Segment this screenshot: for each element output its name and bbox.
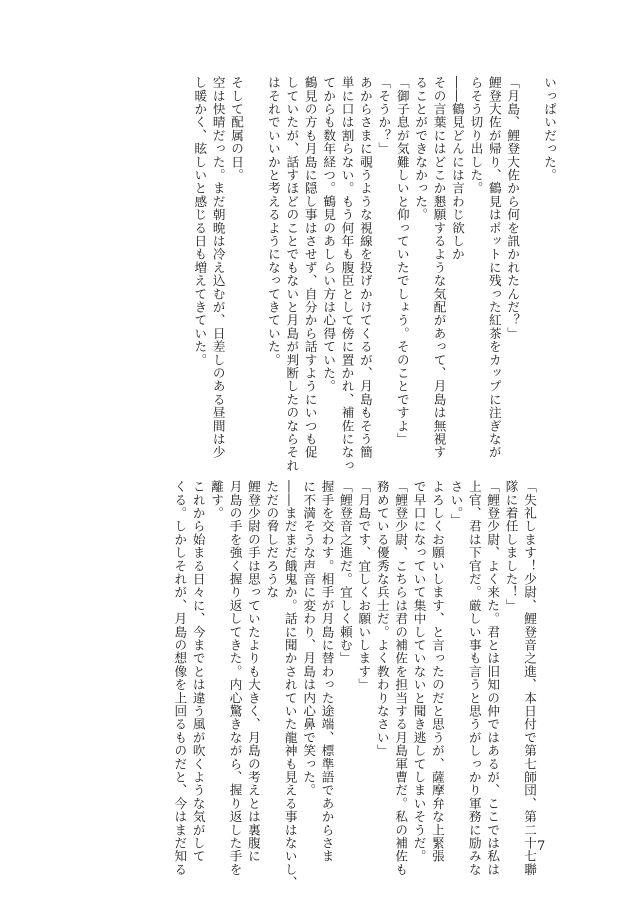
text-line: 「鯉登少尉、こちらは君の補佐を担当する月島軍曹だ。私の補佐も [393,480,409,876]
text-line: いっぱいだった。 [542,76,557,182]
text-line [521,76,539,416]
text-block-bottom [170,480,538,890]
text-line: 離す。 [209,480,225,520]
text-line: ただの脅しだろうな [264,480,280,599]
text-line: あからさまに覗うような視線を投げかけてくるが、月島もそう簡 [357,76,373,459]
text-line: 「そうか？」 [376,76,392,156]
text-line: さい。」 [448,480,464,527]
text-line: していたが、話すほどのことでもないと月島が判断したのならそれ [284,76,300,472]
text-line: 鶴見の方も月島に隠し事はさせず、自分から話すようにいつも促 [302,76,318,459]
text-line: で早口になっていて集中していないと聞き逃してしまいそうだ。 [411,480,427,863]
text-line: てからも数年経つ。鶴見のあしらい方は心得ていた。 [321,76,337,393]
text-line: ることができなかった。 [413,76,429,222]
text-line: 単に口は割らない。もう何年も腹臣として傍に置かれ、補佐になっ [339,76,355,472]
text-line: はそれでいいかと考えるようになってきていた。 [265,76,281,367]
text-line [245,76,263,416]
text-line: 「鯉登音之進だ。宜しく頼む」 [337,480,353,665]
text-line: 「失礼します！少尉、鯉登音之進、本日付で第七師団、第二十七聯 [522,480,537,876]
text-line: 月島の手を強く握り返してきた。内心驚きながら、握り返した手を [227,480,243,876]
text-line: 空は快晴だった。まだ朝晩は冷え込むが、日差しのある昼間は少 [210,76,226,459]
text-block-top [190,76,558,472]
text-line: くる。しかしそれが、月島の想像を上回るものだと、今はまだ知る [172,480,188,876]
text-line: 上官、君は下官だ。厳しい事も言うと思うがしっかり軍務に励みな [466,480,482,876]
text-line: そして配属の日。 [229,76,245,182]
text-line: に不満そうな声音に変わり、月島は内心鼻で笑った。 [301,480,317,797]
text-line: ――まだまだ餓鬼か。話に聞かされていた龍神も見える事はないし、 [282,480,298,890]
text-line: これから始まる日々に、今までとは違う風が吹くような気がして [190,480,206,863]
text-line: 鯉登少尉の手は思っていたよりも大きく、月島の考えとは裏腹に [245,480,261,863]
text-line: 「月島です、宜しくお願いします」 [356,480,372,692]
text-line: らそう切り出した。 [468,76,484,195]
text-line: 「鯉登少尉、よく来た。君とは旧知の仲ではあるが、ここでは私は [485,480,501,876]
text-line: その言葉にはどこか懇願するような気配があって、月島は無視す [431,76,447,459]
text-line: 「御子息が気難しいと仰っていたでしょう。そのことですよ」 [394,76,410,446]
text-line: し暖かく、眩しいと感じる日も増えてきていた。 [192,76,208,367]
text-line: よろしくお願いします、と言ったのだと思うが、薩摩弁な上緊張 [429,480,445,863]
text-line: 隊に着任しました！」 [503,480,519,612]
text-line: 務めている優秀な兵士だ。よく教わりなさい」 [374,480,390,758]
text-line: 「月島、鯉登大佐から何を訊かれたんだ？」 [505,76,521,340]
page-number: 7 [537,839,546,854]
text-line: 鯉登大佐が帰り、鶴見はポットに残った紅茶をカップに注ぎなが [486,76,502,459]
text-line: ――鶴見どんには言わじ欲しか [449,76,465,261]
text-line: 握手を交わす。相手が月島に替わった途端、標準語であからさま [319,480,335,863]
